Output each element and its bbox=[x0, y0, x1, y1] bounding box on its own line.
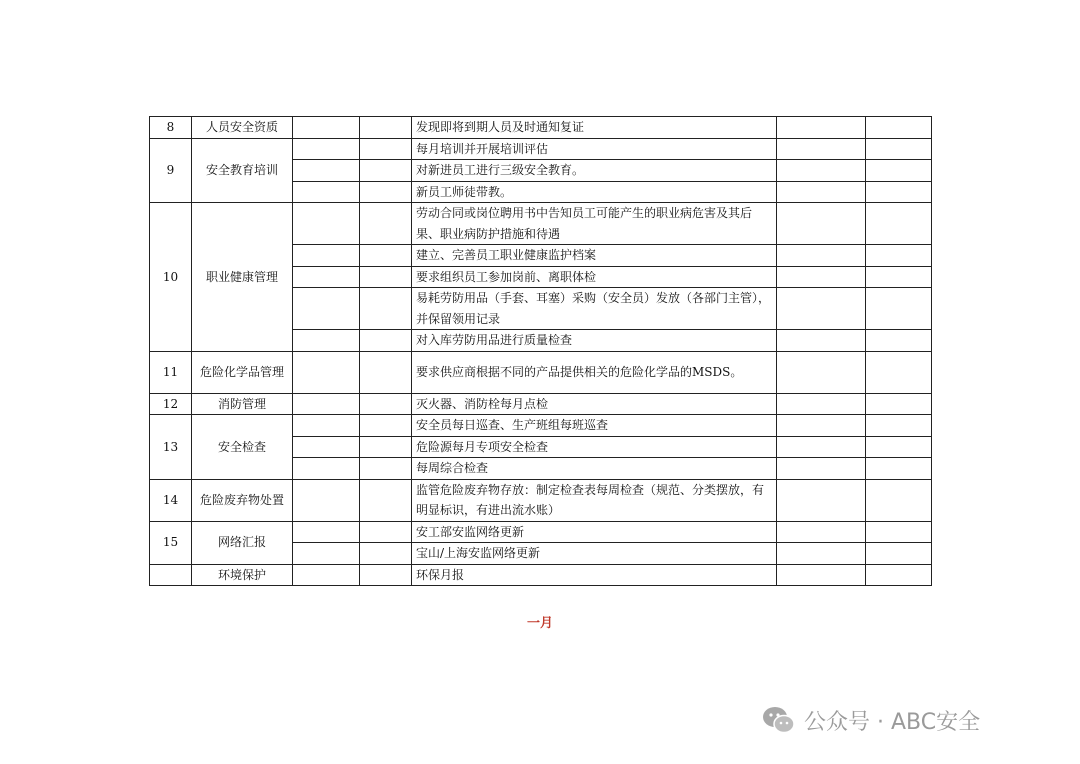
empty-cell bbox=[866, 393, 932, 415]
empty-cell bbox=[777, 160, 866, 182]
empty-cell bbox=[360, 415, 412, 437]
empty-cell bbox=[866, 521, 932, 543]
empty-cell bbox=[360, 351, 412, 393]
empty-cell bbox=[777, 181, 866, 203]
task-cell: 易耗劳防用品（手套、耳塞）采购（安全员）发放（各部门主管），并保留领用记录 bbox=[412, 288, 777, 330]
empty-cell bbox=[777, 245, 866, 267]
empty-cell bbox=[360, 288, 412, 330]
empty-cell bbox=[360, 458, 412, 480]
empty-cell bbox=[293, 266, 360, 288]
empty-cell bbox=[777, 117, 866, 139]
item-name: 网络汇报 bbox=[192, 521, 293, 564]
task-cell: 灭火器、消防栓每月点检 bbox=[412, 393, 777, 415]
empty-cell bbox=[866, 415, 932, 437]
empty-cell bbox=[777, 521, 866, 543]
empty-cell bbox=[360, 543, 412, 565]
task-cell: 劳动合同或岗位聘用书中告知员工可能产生的职业病危害及其后果、职业病防护措施和待遇 bbox=[412, 203, 777, 245]
empty-cell bbox=[866, 138, 932, 160]
empty-cell bbox=[360, 266, 412, 288]
item-name: 环境保护 bbox=[192, 564, 293, 586]
item-number: 8 bbox=[150, 117, 192, 139]
empty-cell bbox=[777, 479, 866, 521]
item-name: 危险废弃物处置 bbox=[192, 479, 293, 521]
empty-cell bbox=[777, 436, 866, 458]
item-number: 13 bbox=[150, 415, 192, 480]
empty-cell bbox=[360, 479, 412, 521]
task-cell: 要求组织员工参加岗前、离职体检 bbox=[412, 266, 777, 288]
empty-cell bbox=[293, 393, 360, 415]
empty-cell bbox=[293, 564, 360, 586]
item-number: 11 bbox=[150, 351, 192, 393]
empty-cell bbox=[866, 564, 932, 586]
task-cell: 要求供应商根据不同的产品提供相关的危险化学品的MSDS。 bbox=[412, 351, 777, 393]
watermark-text: 公众号 · ABC安全 bbox=[804, 709, 981, 735]
empty-cell bbox=[777, 543, 866, 565]
task-cell: 每月培训并开展培训评估 bbox=[412, 138, 777, 160]
table-row bbox=[150, 351, 932, 393]
empty-cell bbox=[293, 160, 360, 182]
empty-cell bbox=[360, 436, 412, 458]
empty-cell bbox=[866, 266, 932, 288]
item-name: 消防管理 bbox=[192, 393, 293, 415]
item-number: 10 bbox=[150, 203, 192, 352]
empty-cell bbox=[293, 351, 360, 393]
table-row bbox=[150, 203, 932, 245]
empty-cell bbox=[360, 521, 412, 543]
safety-plan-table bbox=[149, 116, 932, 586]
table-row bbox=[150, 393, 932, 415]
empty-cell bbox=[777, 266, 866, 288]
empty-cell bbox=[777, 351, 866, 393]
empty-cell bbox=[293, 458, 360, 480]
month-label: 一月 bbox=[526, 616, 553, 631]
item-number: 14 bbox=[150, 479, 192, 521]
task-cell: 每周综合检查 bbox=[412, 458, 777, 480]
empty-cell bbox=[293, 521, 360, 543]
empty-cell bbox=[293, 415, 360, 437]
empty-cell bbox=[360, 160, 412, 182]
empty-cell bbox=[866, 543, 932, 565]
item-name: 人员安全资质 bbox=[192, 117, 293, 139]
empty-cell bbox=[866, 330, 932, 352]
task-cell: 对新进员工进行三级安全教育。 bbox=[412, 160, 777, 182]
empty-cell bbox=[866, 479, 932, 521]
task-cell: 建立、完善员工职业健康监护档案 bbox=[412, 245, 777, 267]
empty-cell bbox=[293, 181, 360, 203]
empty-cell bbox=[293, 245, 360, 267]
empty-cell bbox=[360, 138, 412, 160]
empty-cell bbox=[866, 181, 932, 203]
empty-cell bbox=[293, 543, 360, 565]
item-number bbox=[150, 564, 192, 586]
empty-cell bbox=[293, 436, 360, 458]
task-cell: 安全员每日巡查、生产班组每班巡查 bbox=[412, 415, 777, 437]
table-row bbox=[150, 117, 932, 139]
empty-cell bbox=[777, 458, 866, 480]
empty-cell bbox=[360, 117, 412, 139]
task-cell: 环保月报 bbox=[412, 564, 777, 586]
empty-cell bbox=[360, 181, 412, 203]
empty-cell bbox=[360, 330, 412, 352]
item-number: 12 bbox=[150, 393, 192, 415]
empty-cell bbox=[360, 393, 412, 415]
empty-cell bbox=[777, 288, 866, 330]
item-name: 安全检查 bbox=[192, 415, 293, 480]
empty-cell bbox=[866, 351, 932, 393]
empty-cell bbox=[777, 564, 866, 586]
table-row bbox=[150, 138, 932, 160]
table-row bbox=[150, 479, 932, 521]
empty-cell bbox=[777, 138, 866, 160]
empty-cell bbox=[360, 245, 412, 267]
table-row bbox=[150, 521, 932, 543]
empty-cell bbox=[866, 458, 932, 480]
task-cell: 监管危险废弃物存放：制定检查表每周检查（规范、分类摆放，有明显标识，有进出流水账） bbox=[412, 479, 777, 521]
empty-cell bbox=[866, 117, 932, 139]
table-row bbox=[150, 415, 932, 437]
empty-cell bbox=[777, 415, 866, 437]
item-number: 15 bbox=[150, 521, 192, 564]
empty-cell bbox=[866, 203, 932, 245]
empty-cell bbox=[293, 330, 360, 352]
table-row bbox=[150, 564, 932, 586]
item-name: 危险化学品管理 bbox=[192, 351, 293, 393]
task-cell: 宝山/上海安监网络更新 bbox=[412, 543, 777, 565]
task-cell: 危险源每月专项安全检查 bbox=[412, 436, 777, 458]
empty-cell bbox=[866, 245, 932, 267]
item-name: 安全教育培训 bbox=[192, 138, 293, 203]
empty-cell bbox=[777, 203, 866, 245]
empty-cell bbox=[293, 138, 360, 160]
task-cell: 新员工师徒带教。 bbox=[412, 181, 777, 203]
watermark bbox=[762, 703, 980, 737]
empty-cell bbox=[360, 203, 412, 245]
empty-cell bbox=[866, 436, 932, 458]
item-name: 职业健康管理 bbox=[192, 203, 293, 352]
empty-cell bbox=[866, 288, 932, 330]
task-cell: 发现即将到期人员及时通知复证 bbox=[412, 117, 777, 139]
empty-cell bbox=[293, 203, 360, 245]
item-number: 9 bbox=[150, 138, 192, 203]
empty-cell bbox=[866, 160, 932, 182]
task-cell: 对入库劳防用品进行质量检查 bbox=[412, 330, 777, 352]
empty-cell bbox=[360, 564, 412, 586]
empty-cell bbox=[293, 479, 360, 521]
empty-cell bbox=[293, 288, 360, 330]
wechat-icon bbox=[762, 705, 796, 735]
empty-cell bbox=[777, 330, 866, 352]
empty-cell bbox=[777, 393, 866, 415]
task-cell: 安工部安监网络更新 bbox=[412, 521, 777, 543]
empty-cell bbox=[293, 117, 360, 139]
